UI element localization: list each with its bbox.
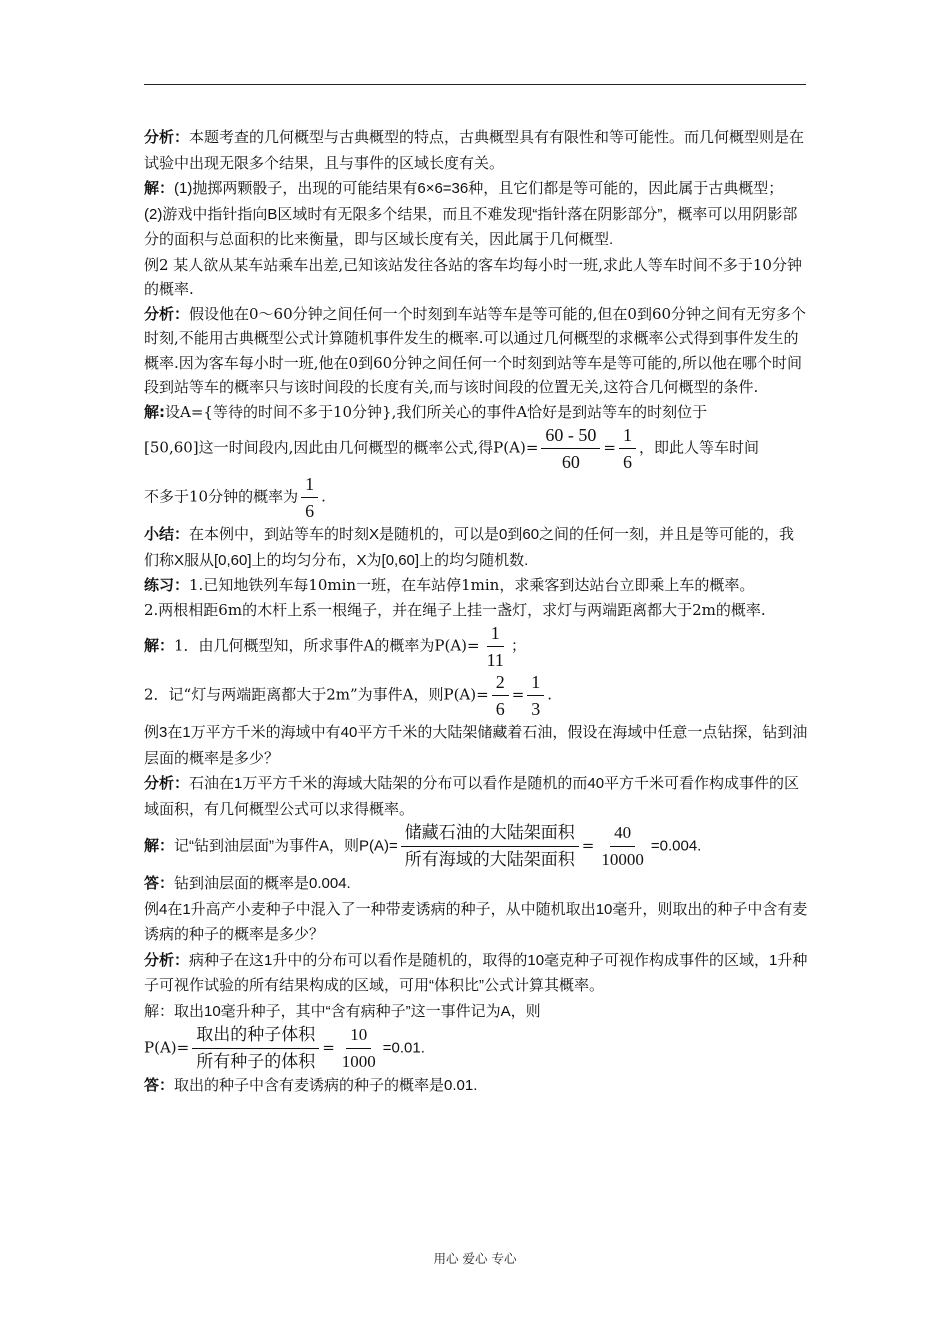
label: 分析： (144, 950, 190, 969)
fraction: $\frac{40}{10000}$ (601, 823, 644, 869)
label: 练习： (144, 576, 190, 594)
analysis-paragraph-1: 分析：本题考查的几何概型与古典概型的特点，古典概型具有有限性和等可能性。而几何概型则是在试验中出现无限多个结果，且与事件的区域长度有关。 (144, 128, 805, 172)
solution-paragraph-2: (2)游戏中指针指向B区域时有无限多个结果，而且不难发现“指针落在阴影部分”，概率可以用阴影部分的面积与总面积的比来衡量，即与区域长度有关，因此属于几何概型. (144, 205, 798, 248)
fraction: $\frac{10}{1000}$ (341, 1025, 376, 1071)
label: 解： (144, 636, 175, 655)
solution-example-2: 解:设A={等待的时间不多于10分钟},我们所关心的事件A恰好是到站等车的时刻位于 (144, 402, 708, 421)
fraction: $\frac{1}{6}$ (619, 424, 636, 473)
solution-example-2-formula: [50,60]这一时间段内,因此由几何概型的概率公式,得P(A)= $\frac{60 - 50}{60}$ = $\frac{1}{6}$ ，即此人等车时间 (144, 425, 759, 472)
solution-example-3: 解：记“钻到油层面”为事件A，则P(A)= $\frac{\text{储藏石油的大陆架面积}}{\text{所有海域的大陆架面积}}$ = $\frac{40}{10000}$ =0.004. (144, 823, 702, 869)
document-body (144, 125, 809, 1099)
example-2-question: 例2 某人欲从某车站乘车出差,已知该站发往各站的客车均每小时一班,求此人等车时间不多于10分钟的概率. (144, 255, 802, 298)
analysis-paragraph-4: 分析：病种子在这1升中的分布可以看作是随机的，取得的10毫克种子可视作构成事件的区域，1升种子可视作试验的所有结果构成的区域，可用“体积比”公式计算其概率。 (144, 950, 808, 994)
fraction: $\frac{\text{取出的种子体积}}{\text{所有种子的体积}}$ (192, 1024, 319, 1073)
example-3-question: 例3在1万平方千米的海域中有40平方千米的大陆架储藏着石油，假设在海域中任意一点钻探，钻到油层面的概率是多少？ (144, 724, 808, 767)
fraction: $\frac{2}{6}$ (492, 671, 509, 720)
label: 分析： (144, 304, 190, 323)
label: 答： (144, 874, 175, 892)
fraction: $\frac{1}{6}$ (301, 473, 318, 522)
answer-example-3: 答：钻到油层面的概率是0.004. (144, 874, 351, 892)
fraction: $\frac{60 - 50}{60}$ (541, 424, 600, 473)
summary-paragraph: 小结：在本例中，到站等车的时刻X是随机的，可以是0到60之间的任何一刻，并且是等可能的，我们称X服从[0,60]上的均匀分布，X为[0,60]上的均匀随机数. (144, 525, 795, 569)
label: 分析： (144, 128, 190, 146)
analysis-paragraph-3: 分析：石油在1万平方千米的海域大陆架的分布可以看作是随机的而40平方千米可看作构成事件的区域面积，有几何概型公式可以求得概率。 (144, 774, 800, 818)
exercise-1: 练习：1.已知地铁列车每10min一班，在车站停1min，求乘客到达站台立即乘上车的概率。 (144, 576, 755, 594)
answer-example-4: 答：取出的种子中含有麦诱病的种子的概率是0.01. (144, 1076, 478, 1094)
exercise-2: 2.两根相距6m的木杆上系一根绳子，并在绳子上挂一盏灯，求灯与两端距离都大于2m的概率. (144, 600, 766, 619)
header-rule (144, 84, 806, 85)
fraction: $\frac{1}{3}$ (527, 671, 544, 720)
fraction: $\frac{1}{11}$ (486, 623, 504, 670)
label: 小结： (144, 525, 190, 543)
exercise-solution-2: 2．记“灯与两端距离都大于2m”为事件A，则P(A)= $\frac{2}{6}$ = $\frac{1}{3}$ . (144, 672, 553, 719)
example-4-question: 例4在1升高产小麦种子中混入了一种带麦诱病的种子，从中随机取出10毫升，则取出的种子中含有麦诱病的种子的概率是多少？ (144, 900, 808, 943)
label: 解: (144, 402, 165, 421)
label: 答： (144, 1076, 175, 1094)
label: 解： (144, 836, 175, 855)
solution-paragraph-1: 解：(1)抛掷两颗骰子，出现的可能结果有6×6=36种，且它们都是等可能的，因此属于古典概型； (144, 179, 784, 197)
page-footer: 用心 爱心 专心 (433, 1251, 517, 1266)
label: 解： (144, 179, 175, 197)
exercise-solution-1: 解：1．由几何概型知，所求事件A的概率为P(A)= $\frac{1}{11}$ ； (144, 623, 526, 670)
solution-example-4-intro: 解：取出10毫升种子，其中“含有病种子”这一事件记为A，则 (144, 1002, 541, 1020)
fraction: $\frac{\text{储藏石油的大陆架面积}}{\text{所有海域的大陆架面积}}$ (401, 822, 579, 871)
solution-example-4-formula: P(A)= $\frac{\text{取出的种子体积}}{\text{所有种子的体积}}$ = $\frac{10}{1000}$ =0.01. (144, 1025, 425, 1071)
label: 分析： (144, 774, 190, 792)
solution-example-2-result: 不多于10分钟的概率为 $\frac{1}{6}$ . (144, 474, 326, 521)
analysis-paragraph-2: 分析：假设他在0～60分钟之间任何一个时刻到车站等车是等可能的,但在0到60分钟之间有无穷多个时刻,不能用古典概型公式计算随机事件发生的概率.可以通过几何概型的求概率公式得到事件发生的概率.因为客车每小时一班,他在0到60分钟之间任何一个时刻到站等车是等可能的,所以他在哪个时间段到站等车的概率只与该时间段的长度有关,而与该时间段的位置无关,这符合几何概型的条件. (144, 304, 807, 396)
